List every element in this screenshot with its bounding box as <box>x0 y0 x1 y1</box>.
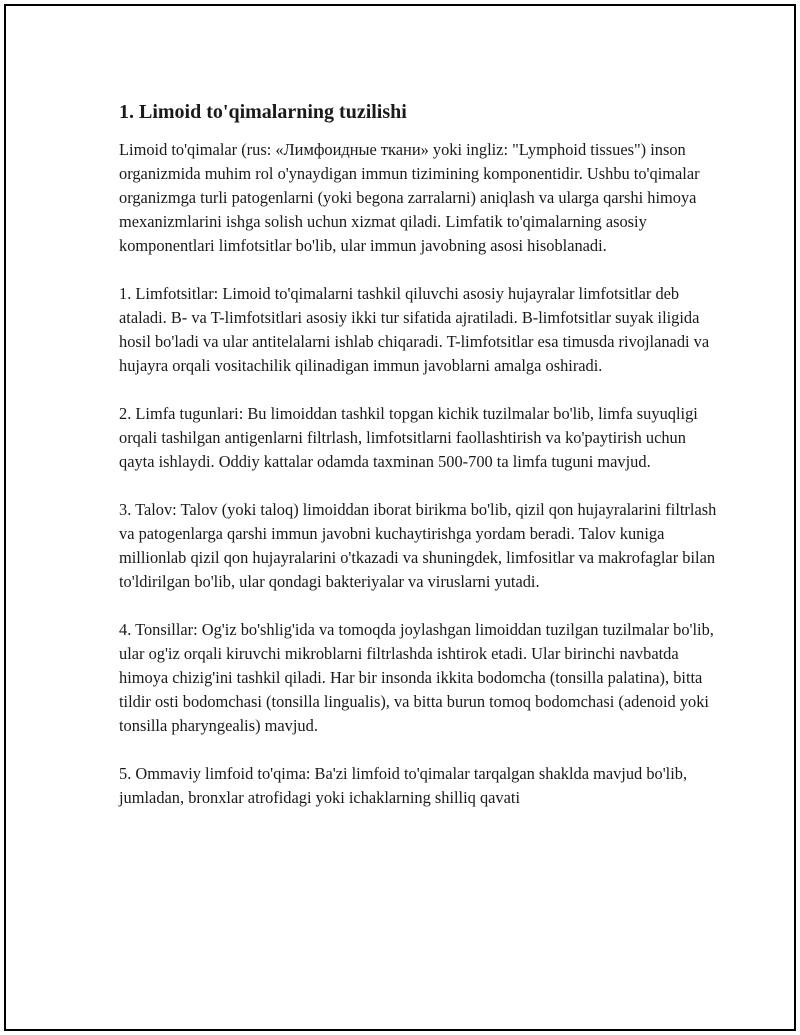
paragraph-tonsillar: 4. Tonsillar: Og'iz bo'shlig'ida va tomoqda joylashgan limoiddan tuzilgan tuzilmalar bo'lib, ular og'iz orqali kiruvchi mikroblarni filtrlashda ishtirok etadi. Ular birinchi navbatda himoya chizig'ini tashkil qiladi. Har bir insonda ikkita bodomcha (tonsilla palatina), bitta tildir osti bodomchasi (tonsilla lingualis), va bitta burun tomoq bodomchasi (adenoid yoki tonsilla pharyngealis) mavjud. <box>119 620 714 735</box>
document-page <box>4 4 796 1031</box>
paragraph-limfotsitlar: 1. Limfotsitlar: Limoid to'qimalarni tashkil qiluvchi asosiy hujayralar limfotsitlar deb ataladi. B- va T-limfotsitlari asosiy ikki tur sifatida ajratiladi. B-limfotsitlar suyak iligida hosil bo'ladi va ular antitelalarni ishlab chiqaradi. T-limfotsitlar esa timusda rivojlanadi va hujayra orqali vositachilik qilinadigan immun javoblarni amalga oshiradi. <box>119 284 710 375</box>
paragraph-ommaviy-limfoid: 5. Ommaviy limfoid to'qima: Ba'zi limfoid to'qimalar tarqalgan shaklda mavjud bo'lib, jumladan, bronxlar atrofidagi yoki ichaklarning shilliq qavati <box>119 764 688 807</box>
paragraph-intro: Limoid to'qimalar (rus: «Лимфоидные ткани» yoki ingliz: "Lymphoid tissues") inson organizmida muhim rol o'ynaydigan immun tizimining komponentidir. Ushbu to'qimalar organizmga turli patogenlarni (yoki begona zarralarni) aniqlash va ularga qarshi himoya mexanizmlarini ishga solish uchun xizmat qiladi. Limfatik to'qimalarning asosiy komponentlari limfotsitlar bo'lib, ular immun javobning asosi hisoblanadi. <box>119 140 700 255</box>
document-title: 1. Limoid to'qimalarning tuzilishi <box>119 101 407 123</box>
document-body <box>119 98 719 834</box>
paragraph-talov: 3. Talov: Talov (yoki taloq) limoiddan iborat birikma bo'lib, qizil qon hujayralarini filtrlash va patogenlarga qarshi immun javobni kuchaytirishga yordam beradi. Talov kuniga millionlab qizil qon hujayralarini o'tkazadi va shuningdek, limfositlar va makrofaglar bilan to'ldirilgan bo'lib, ular qondagi bakteriyalar va viruslarni yutadi. <box>119 500 717 591</box>
paragraph-limfa-tugunlari: 2. Limfa tugunlari: Bu limoiddan tashkil topgan kichik tuzilmalar bo'lib, limfa suyuqligi orqali tashilgan antigenlarni filtrlash, limfotsitlarni faollashtirish va ko'paytirish uchun qayta ishlaydi. Oddiy kattalar odamda taxminan 500-700 ta limfa tuguni mavjud. <box>119 404 698 471</box>
